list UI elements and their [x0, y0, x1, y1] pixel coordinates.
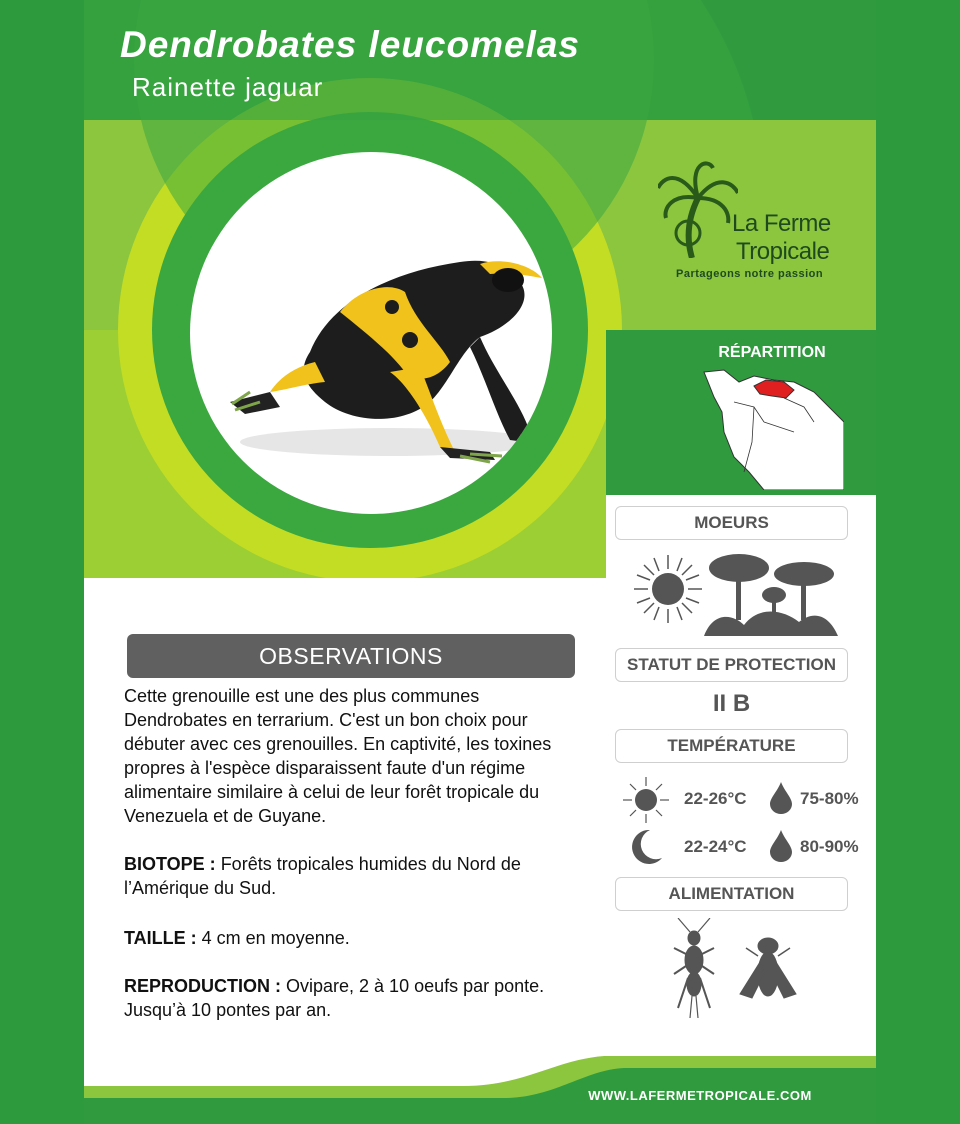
frog-photo [190, 152, 552, 514]
moeurs-label: MOEURS [615, 506, 848, 540]
reproduction-label: REPRODUCTION : [124, 976, 281, 996]
reproduction-paragraph [124, 974, 584, 1022]
night-temperature: 22-24°C [684, 837, 747, 856]
biotope-text: Forêts tropicales humides du Nord de l’Amérique du Sud. [124, 854, 521, 898]
taille-label: TAILLE : [124, 928, 197, 948]
common-name: Rainette jaguar [132, 72, 324, 102]
temperature-label: TEMPÉRATURE [615, 729, 848, 763]
protection-status-value: II B [712, 690, 751, 717]
night-humidity-drop-icon [770, 830, 792, 862]
sun-icon [632, 553, 704, 625]
protection-status-label: STATUT DE PROTECTION [615, 648, 848, 682]
repartition-label: RÉPARTITION [718, 344, 826, 361]
logo-name-line1: La Ferme [732, 210, 831, 237]
day-humidity-drop-icon [770, 782, 792, 814]
website-link[interactable]: WWW.LAFERMETROPICALE.COM [588, 1088, 812, 1103]
night-moon-icon [630, 830, 662, 864]
brand-logo [658, 158, 848, 288]
day-humidity: 75-80% [800, 789, 859, 808]
forest-icon [704, 550, 838, 636]
taille-paragraph [124, 926, 584, 950]
logo-name-line2: Tropicale [736, 238, 830, 265]
observations-text: Cette grenouille est une des plus communes Dendrobates en terrarium. C'est un bon choix pour débuter avec ces grenouilles. En captivité, les toxines propres à l'espèce disparaissent faute d'un régime alimentaire similaire à celui de leur forêt tropicale du Venezuela et de Guyane. [124, 686, 552, 826]
taille-text: 4 cm en moyenne. [196, 928, 350, 948]
observations-header: OBSERVATIONS [127, 634, 575, 678]
day-sun-icon [622, 776, 670, 824]
biotope-label: BIOTOPE : [124, 854, 216, 874]
alimentation-label: ALIMENTATION [615, 877, 848, 911]
species-title: Dendrobates leucomelas [120, 24, 580, 65]
night-humidity: 80-90% [800, 837, 859, 856]
cricket-icon [670, 918, 718, 1022]
footer-wave [84, 1040, 876, 1124]
palm-tree-icon [658, 158, 738, 258]
species-card [84, 0, 876, 1124]
day-temperature: 22-26°C [684, 789, 747, 808]
logo-tagline: Partageons notre passion [676, 268, 824, 280]
biotope-paragraph [124, 852, 584, 900]
reproduction-text: Ovipare, 2 à 10 oeufs par ponte. Jusqu’à 10 pontes par an. [124, 976, 545, 1020]
south-america-map [694, 362, 844, 490]
fly-icon [738, 934, 798, 1004]
